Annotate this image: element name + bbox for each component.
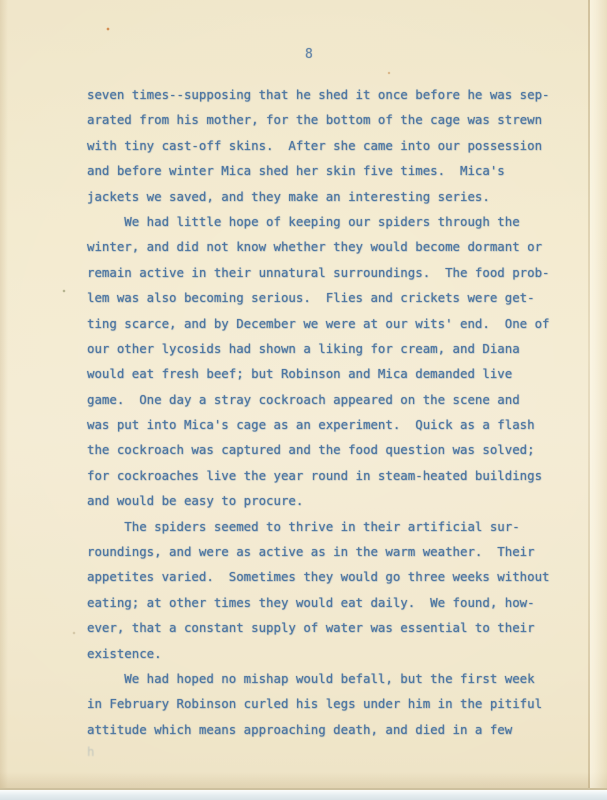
typed-line: arated from his mother, for the bottom of the cage was strewn	[87, 112, 543, 128]
ghost-typed-character: h	[87, 744, 95, 759]
typed-line: for cockroaches live the year round in steam-heated buildings	[87, 467, 543, 483]
page-number: 8	[305, 47, 313, 62]
typed-line: We had hoped no mishap would befall, but the first week	[87, 670, 535, 686]
typed-line: with tiny cast-off skins. After she came into our possession	[87, 137, 543, 153]
typed-line: in February Robinson curled his legs under him in the pitiful	[87, 696, 543, 712]
typed-line: attitude which means approaching death, and died in a few	[87, 721, 513, 737]
typed-line: game. One day a stray cockroach appeared on the scene and	[87, 391, 520, 407]
typed-line: We had little hope of keeping our spiders through the	[87, 213, 520, 229]
typed-line: roundings, and were as active as in the warm weather. Their	[87, 544, 535, 560]
typed-line: jackets we saved, and they make an interesting series.	[87, 188, 490, 204]
typed-line: seven times--supposing that he shed it once before he was sep-	[87, 87, 550, 102]
typed-line: lem was also becoming serious. Flies and crickets were get-	[87, 290, 535, 306]
typed-line: winter, and did not know whether they would become dormant or	[87, 239, 543, 255]
typed-line: was put into Mica's cage as an experiment. Quick as a flash	[87, 417, 535, 433]
typed-line: our other lycosids had shown a liking for cream, and Diana	[87, 340, 520, 356]
typed-line: appetites varied. Sometimes they would go three weeks without	[87, 569, 550, 585]
typed-line: ever, that a constant supply of water was essential to their	[87, 620, 535, 636]
paper-crease-line	[588, 0, 590, 788]
typed-line: existence.	[87, 645, 162, 661]
scan-background	[0, 790, 607, 800]
typed-line: and would be easy to procure.	[87, 493, 304, 509]
typed-line: The spiders seemed to thrive in their artificial sur-	[87, 518, 520, 534]
typed-text-block	[87, 82, 550, 742]
typed-line: and before winter Mica shed her skin five times. Mica's	[87, 163, 505, 179]
typed-line: remain active in their unnatural surroundings. The food prob-	[87, 264, 550, 280]
typed-line: ting scarce, and by December we were at our wits' end. One of	[87, 315, 550, 331]
typed-line: eating; at other times they would eat daily. We found, how-	[87, 594, 535, 610]
typed-line: the cockroach was captured and the food question was solved;	[87, 442, 535, 458]
paper-edge-strip	[590, 0, 607, 788]
typed-line: would eat fresh beef; but Robinson and Mica demanded live	[87, 366, 513, 382]
